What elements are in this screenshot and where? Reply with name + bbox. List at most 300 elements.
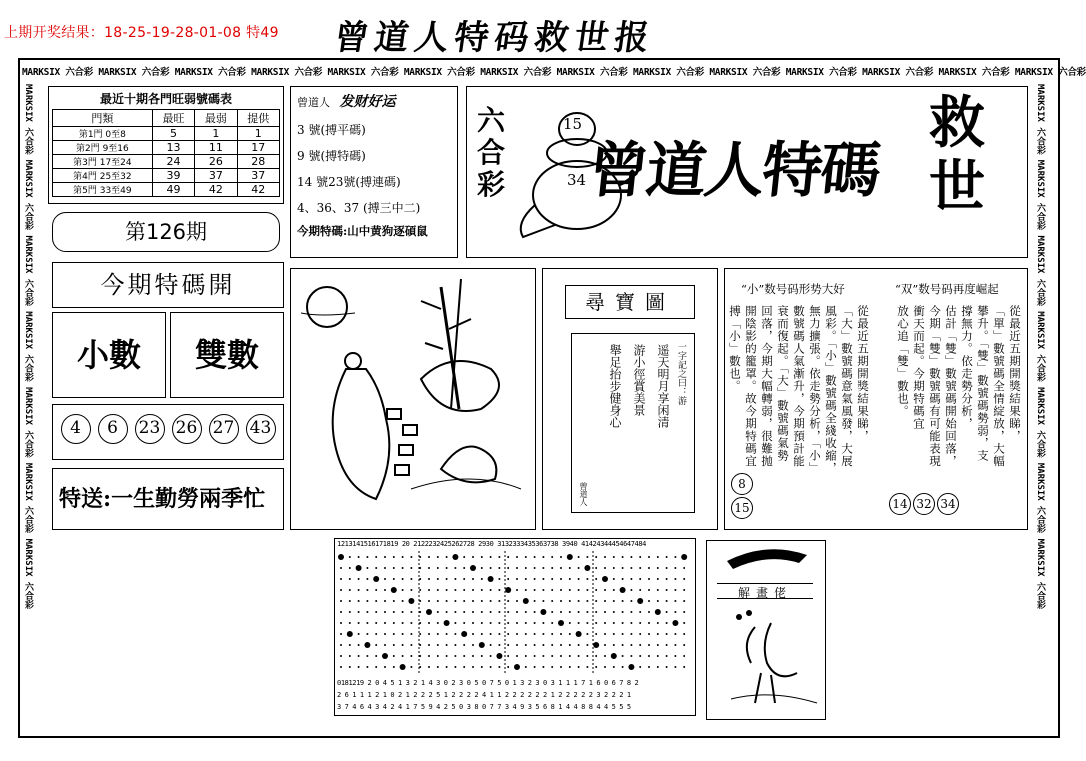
special-number: 26 [172, 414, 202, 444]
grid-dot [630, 589, 632, 591]
grid-dot [490, 600, 492, 602]
grid-dot [639, 655, 641, 657]
grid-dot [569, 611, 571, 613]
grid-dot [578, 600, 580, 602]
grid-dot [586, 589, 588, 591]
grid-dot [481, 556, 483, 558]
grid-dot [356, 565, 362, 571]
hint-line: 4、36、37 (搏三中二) [297, 201, 421, 215]
grid-dot [454, 600, 456, 602]
table-cell: 13 [152, 141, 194, 155]
grid-dot [454, 655, 456, 657]
grid-dot [479, 642, 485, 648]
grid-dot [683, 578, 685, 580]
grid-dot [366, 633, 368, 635]
grid-dot [657, 666, 659, 668]
grid-dot [454, 633, 456, 635]
grid-dot [560, 589, 562, 591]
grid-dot [551, 611, 553, 613]
grid-dot [364, 642, 370, 648]
grid-dot [613, 644, 615, 646]
grid-dot [490, 655, 492, 657]
grid-dot [507, 567, 509, 569]
grid-dot [637, 598, 643, 604]
grid-dot [410, 556, 412, 558]
grid-dot [674, 666, 676, 668]
grid-dot [349, 655, 351, 657]
grid-dot [569, 589, 571, 591]
grid-dot [454, 578, 456, 580]
grid-dot [525, 633, 527, 635]
grid-dot [349, 611, 351, 613]
grid-dot [560, 611, 562, 613]
grid-dot [578, 655, 580, 657]
grid-dot [340, 633, 342, 635]
grid-dot [560, 644, 562, 646]
grid-dot [410, 633, 412, 635]
grid-dot [534, 644, 536, 646]
table-header-cell: 提供 [237, 110, 279, 127]
grid-dot [384, 622, 386, 624]
analysis-even-text [881, 305, 1023, 505]
grid-dot [542, 600, 544, 602]
grid-dot [560, 600, 562, 602]
grid-dot [622, 666, 624, 668]
grid-dot [507, 655, 509, 657]
grid-dot [639, 666, 641, 668]
grid-dot [551, 567, 553, 569]
grid-dot [569, 600, 571, 602]
grid-dot [437, 556, 439, 558]
analysis-column: 放心追「雙」數也。 [896, 305, 910, 418]
grid-dot [446, 556, 448, 558]
scholar-scene [291, 269, 535, 529]
grid-dot [366, 556, 368, 558]
grid-dot [373, 576, 379, 582]
grid-dot [437, 644, 439, 646]
table-cell: 37 [237, 169, 279, 183]
grid-dot [516, 567, 518, 569]
grid-dot [534, 578, 536, 580]
grid-dot [382, 653, 388, 659]
grid-dot [657, 578, 659, 580]
grid-dot [683, 611, 685, 613]
grid-dot [463, 655, 465, 657]
grid-dot [630, 655, 632, 657]
grid-dot [584, 565, 590, 571]
grid-dot [366, 600, 368, 602]
grid-dot [402, 578, 404, 580]
grid-dot [358, 655, 360, 657]
grid-dot [481, 622, 483, 624]
grid-dot [595, 578, 597, 580]
grid-dot [366, 666, 368, 668]
grid-dot [551, 655, 553, 657]
grid-dot [639, 644, 641, 646]
table-row [53, 141, 280, 155]
grid-dot [408, 598, 414, 604]
grid-dot [595, 589, 597, 591]
grid-dot [604, 556, 606, 558]
analysis-column: 搏「小」數也。 [728, 305, 742, 393]
grid-dot [446, 589, 448, 591]
period-label: 第126期 [52, 212, 280, 252]
grid-dot [542, 589, 544, 591]
grid-dot [683, 600, 685, 602]
grid-dot [576, 631, 582, 637]
grid-dot [375, 611, 377, 613]
grid-dot [446, 666, 448, 668]
grid-dot [516, 556, 518, 558]
hints-banner: 发财好运 [339, 94, 396, 110]
grid-dot [358, 622, 360, 624]
grid-dot [472, 611, 474, 613]
grid-dot [472, 556, 474, 558]
grid-dot [516, 644, 518, 646]
grid-dot [391, 587, 397, 593]
grid-dot [630, 633, 632, 635]
table-row [53, 127, 280, 141]
table-cell: 17 [237, 141, 279, 155]
grid-dot [567, 554, 573, 560]
table-cell: 第3門 17至24 [53, 155, 153, 169]
grid-dot [602, 576, 608, 582]
grid-dot [560, 567, 562, 569]
branding-band-right: MARKSIX 六合彩 MARKSIX 六合彩 MARKSIX 六合彩 MARKSIX 六合彩 MARKSIX 六合彩 MARKSIX 六合彩 MARKSIX 六合彩 [1035, 84, 1045, 609]
grid-dot [611, 653, 617, 659]
grid-dot [358, 633, 360, 635]
grid-dot [437, 567, 439, 569]
grid-dot [681, 554, 687, 560]
grid-dot [428, 600, 430, 602]
grid-dot [402, 644, 404, 646]
grid-dot [683, 655, 685, 657]
grid-dot [613, 633, 615, 635]
grid-dot [683, 666, 685, 668]
grid-dot [498, 666, 500, 668]
grid-dot [402, 589, 404, 591]
grid-dot [604, 666, 606, 668]
grid-dot [375, 600, 377, 602]
grid-dot [674, 633, 676, 635]
logo-char: 合 [477, 136, 506, 169]
grid-dot [516, 611, 518, 613]
grid-dot [595, 655, 597, 657]
hot-cold-table [52, 109, 280, 197]
grid-dot [428, 589, 430, 591]
grid-dot [498, 600, 500, 602]
grid-dot [558, 620, 564, 626]
grid-dot [366, 578, 368, 580]
grid-dot [463, 600, 465, 602]
grid-dot [569, 622, 571, 624]
special-number: 6 [98, 414, 128, 444]
grid-dot [463, 556, 465, 558]
grid-dot [410, 644, 412, 646]
riddle-panel [706, 540, 826, 720]
today-special [297, 223, 451, 239]
grid-dot [534, 666, 536, 668]
grid-dot [586, 644, 588, 646]
grid-dot [639, 622, 641, 624]
grid-dot [525, 666, 527, 668]
grid-dots [335, 551, 695, 675]
grid-dot [454, 666, 456, 668]
grid-dot [551, 644, 553, 646]
special-number: 23 [135, 414, 165, 444]
analysis-panel [724, 268, 1028, 530]
grid-dot [639, 611, 641, 613]
grid-dot [604, 655, 606, 657]
grid-dot [666, 567, 668, 569]
grid-dot [507, 578, 509, 580]
headline-end: 救世 [929, 90, 985, 220]
grid-dot [648, 567, 650, 569]
hints-label: 曾道人 [297, 96, 330, 109]
grid-dot [523, 598, 529, 604]
grid-dot [569, 644, 571, 646]
grid-dot [525, 578, 527, 580]
grid-dot [437, 611, 439, 613]
grid-dot [454, 622, 456, 624]
option-even: 雙數 [170, 312, 284, 398]
grid-dot [437, 655, 439, 657]
grid-dot [593, 642, 599, 648]
grid-dot [622, 600, 624, 602]
grid-dot [648, 655, 650, 657]
grid-dot [358, 589, 360, 591]
grid-dot [604, 589, 606, 591]
grid-dot [542, 633, 544, 635]
grid-dot [551, 633, 553, 635]
analysis-column: 從最近五期開獎結果睇， [1008, 305, 1022, 443]
treasure-title: 尋寶圖 [565, 285, 695, 319]
grid-dot [463, 666, 465, 668]
grid-dot [560, 666, 562, 668]
grid-dot [507, 644, 509, 646]
grid-dot [428, 644, 430, 646]
grid-dot [428, 655, 430, 657]
special-number: 27 [209, 414, 239, 444]
grid-dot [586, 655, 588, 657]
treasure-panel [542, 268, 718, 530]
grid-dot [514, 664, 520, 670]
grid-dot [340, 611, 342, 613]
grid-dot [595, 622, 597, 624]
grid-dot [454, 611, 456, 613]
grid-dot [630, 600, 632, 602]
grid-dot [560, 578, 562, 580]
grid-dot [375, 589, 377, 591]
grid-dot [472, 666, 474, 668]
grid-dot [358, 611, 360, 613]
grid-dot [452, 554, 458, 560]
grid-dot [648, 578, 650, 580]
special-numbers [52, 404, 284, 460]
grid-dot [622, 633, 624, 635]
grid-dot [569, 578, 571, 580]
grid-dot [419, 633, 421, 635]
grid-dot [507, 556, 509, 558]
grid-dot [525, 589, 527, 591]
grid-dot [622, 578, 624, 580]
grid-dot [613, 556, 615, 558]
grid-dot [648, 589, 650, 591]
today-special-text: 山中黄狗逐碩鼠 [347, 224, 428, 238]
grid-dot [454, 567, 456, 569]
grid-dot [657, 633, 659, 635]
grid-dot [542, 578, 544, 580]
analysis-column: 攀升。「雙」數號碼勢弱，支 [976, 305, 990, 462]
grid-dot [393, 622, 395, 624]
grid-dot [534, 655, 536, 657]
grid-dot [655, 609, 661, 615]
grid-dot [666, 589, 668, 591]
grid-dot [446, 611, 448, 613]
grid-dot [338, 554, 344, 560]
grid-dot [366, 589, 368, 591]
grid-dot [384, 666, 386, 668]
table-cell: 28 [237, 155, 279, 169]
grid-dot [683, 567, 685, 569]
analysis-column: 開陰影的籠罩。故今期特碼宜 [744, 305, 758, 468]
grid-dot [384, 556, 386, 558]
grid-dot [604, 611, 606, 613]
grid-dot [498, 556, 500, 558]
grid-dot [340, 600, 342, 602]
grid-dot [630, 611, 632, 613]
poem-line: 游小徑賞美景 [632, 344, 646, 416]
grid-dot [419, 589, 421, 591]
grid-dot [586, 633, 588, 635]
grid-dot [622, 556, 624, 558]
grid-dot [648, 622, 650, 624]
table-cell: 26 [195, 155, 237, 169]
grid-row-2: 2 6 1 1 1 2 1 0 2 1 2 2 2 5 1 2 2 2 2 4 1 1 2 2 2 2 2 2 1 2 2 2 2 2 3 2 2 2 1 [337, 691, 631, 699]
headline-text: 曾道人特碼 [584, 136, 883, 206]
grid-dot [516, 655, 518, 657]
grid-dot [657, 622, 659, 624]
grid-dot [604, 622, 606, 624]
table-cell: 39 [152, 169, 194, 183]
grid-dot [410, 589, 412, 591]
table-row [53, 155, 280, 169]
table-row [53, 183, 280, 197]
grid-dot [410, 578, 412, 580]
grid-dot [498, 644, 500, 646]
grid-dot [463, 589, 465, 591]
grid-dot [393, 611, 395, 613]
grid-dot [674, 567, 676, 569]
grid-dot [628, 664, 634, 670]
grid-dot [540, 609, 546, 615]
grid-dot [470, 565, 476, 571]
brush-stroke [707, 541, 825, 581]
grid-dot [463, 622, 465, 624]
grid-dot [402, 633, 404, 635]
grid-dot [534, 622, 536, 624]
grid-dot [604, 567, 606, 569]
last-result: 上期开奖结果：18-25-19-28-01-08 特49 [4, 25, 279, 41]
grid-dot [358, 578, 360, 580]
table-row [53, 169, 280, 183]
analysis-heading-small: “小”数号码形势大好 [741, 282, 845, 296]
poem-line: 舉足抬步健身心 [608, 344, 622, 428]
table-header-cell: 最弱 [195, 110, 237, 127]
gift-text: 一生勤勞兩季忙 [111, 486, 266, 512]
grid-dot [400, 664, 406, 670]
grid-dot [393, 666, 395, 668]
table-cell: 第2門 9至16 [53, 141, 153, 155]
grid-dot [551, 556, 553, 558]
table-cell: 42 [195, 183, 237, 197]
grid-dot [481, 666, 483, 668]
grid-dot [534, 611, 536, 613]
branding-band-top: MARKSIX 六合彩 MARKSIX 六合彩 MARKSIX 六合彩 MARKSIX 六合彩 MARKSIX 六合彩 MARKSIX 六合彩 MARKSIX 六合彩 MARKSIX 六合彩 MARKSIX 六合彩 MARKSIX 六合彩 MARKSIX 六合彩 MARKSIX 六合彩 MARKSIX 六合彩 MARKSIX 六合彩 [22, 67, 1086, 78]
grid-dot [551, 666, 553, 668]
special-number: 4 [61, 414, 91, 444]
grid-dot [437, 600, 439, 602]
grid-dot [542, 666, 544, 668]
grid-dot [444, 620, 450, 626]
grid-dot [402, 622, 404, 624]
grid-dot [340, 622, 342, 624]
grid-dot [358, 644, 360, 646]
grid-dot [481, 633, 483, 635]
grid-dot [657, 644, 659, 646]
grid-dot [384, 600, 386, 602]
grid-dot [551, 578, 553, 580]
grid-dot [672, 620, 678, 626]
grid-dot [674, 578, 676, 580]
grid-dot [516, 622, 518, 624]
analysis-circle: 32 [913, 493, 935, 515]
analysis-column: 今期「雙」數號碼有可能表現 [928, 305, 942, 468]
grid-dot [666, 611, 668, 613]
grid-dot [525, 622, 527, 624]
grid-dot [428, 633, 430, 635]
analysis-circle: 34 [937, 493, 959, 515]
branding-band-left: MARKSIX 六合彩 MARKSIX 六合彩 MARKSIX 六合彩 MARKSIX 六合彩 MARKSIX 六合彩 MARKSIX 六合彩 MARKSIX 六合彩 [23, 84, 33, 609]
grid-dot [586, 556, 588, 558]
grid-dot [349, 567, 351, 569]
grid-dot [488, 576, 494, 582]
grid-dot [446, 578, 448, 580]
grid-dot [542, 655, 544, 657]
grid-dot [648, 633, 650, 635]
table-cell: 第5門 33至49 [53, 183, 153, 197]
paper-title: 曾道人特码救世报 [331, 18, 658, 58]
analysis-column: 回落，今期大幅轉弱，很難抛 [760, 305, 774, 468]
grid-dot [428, 556, 430, 558]
poem-title: 一字記之曰：游 [676, 342, 686, 405]
hint-line: 9 號(搏特碼) [297, 149, 366, 163]
grid-dot [340, 655, 342, 657]
grid-dot [639, 556, 641, 558]
grid-dot [674, 589, 676, 591]
grid-dot [578, 556, 580, 558]
table-cell: 1 [237, 127, 279, 141]
grid-dot [428, 578, 430, 580]
grid-dot [490, 556, 492, 558]
poem-seal: 曾道人 [579, 482, 588, 506]
grid-dot [639, 589, 641, 591]
grid-dot [472, 633, 474, 635]
grid-dot [384, 633, 386, 635]
grid-dot [437, 633, 439, 635]
grid-dot [674, 655, 676, 657]
logo-char: 彩 [477, 168, 506, 201]
